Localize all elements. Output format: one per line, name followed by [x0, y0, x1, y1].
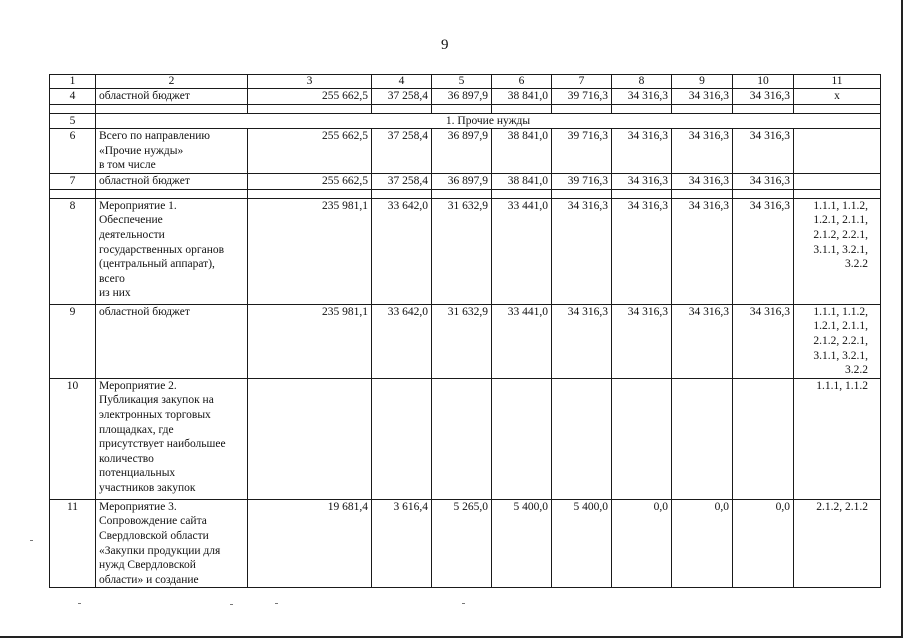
spacer-cell [432, 189, 492, 198]
item-name-line: Мероприятие 1. [99, 199, 177, 212]
item-name-line: Публикация закупок на [99, 394, 214, 407]
year-value: 39 716,3 [552, 89, 612, 105]
year-value: 31 632,9 [432, 198, 492, 304]
target-codes [794, 89, 881, 105]
table-row [50, 499, 881, 588]
row-number: 11 [50, 499, 96, 588]
year-value [612, 378, 672, 499]
column-header: 3 [248, 75, 372, 89]
year-value: 38 841,0 [492, 174, 552, 190]
spacer-cell [248, 189, 372, 198]
total-value [248, 378, 372, 499]
item-name [96, 304, 248, 378]
item-name-line: из них [99, 287, 131, 300]
item-name-line: участников закупок [99, 481, 196, 494]
column-header: 7 [552, 75, 612, 89]
target-codes [794, 174, 881, 190]
target-code-line: 1.1.1, 1.1.2, [813, 199, 868, 212]
item-name-line: в том числе [99, 159, 156, 172]
item-name-line: деятельности [99, 228, 165, 241]
year-value: 34 316,3 [552, 198, 612, 304]
spacer-cell [612, 104, 672, 113]
row-number: 6 [50, 129, 96, 174]
table-row [50, 174, 881, 190]
year-value [372, 378, 432, 499]
spacer-cell [552, 104, 612, 113]
spacer-cell [672, 104, 733, 113]
year-value: 36 897,9 [432, 174, 492, 190]
spacer-cell [794, 189, 881, 198]
spacer-cell [612, 189, 672, 198]
item-name-line: Сопровождение сайта [99, 515, 207, 528]
year-value: 34 316,3 [612, 198, 672, 304]
target-code-line: 3.2.2 [845, 364, 868, 377]
year-value: 33 441,0 [492, 198, 552, 304]
year-value: 34 316,3 [612, 174, 672, 190]
table-row [50, 129, 881, 174]
target-code-line: 1.2.1, 2.1.1, [813, 214, 868, 227]
item-name [96, 174, 248, 190]
target-code-line: 2.1.2, 2.1.2 [816, 500, 868, 513]
year-value: 34 316,3 [733, 304, 794, 378]
year-value: 36 897,9 [432, 89, 492, 105]
spacer-cell [50, 189, 96, 198]
target-code-line: 3.1.1, 3.2.1, [813, 349, 868, 362]
item-name-line: Мероприятие 3. [99, 500, 177, 513]
year-value: 31 632,9 [432, 304, 492, 378]
year-value: 34 316,3 [612, 89, 672, 105]
item-name-line: области» и создание [99, 573, 199, 586]
total-value: 235 981,1 [248, 198, 372, 304]
row-number: 10 [50, 378, 96, 499]
scan-mark [30, 540, 33, 541]
target-code-line: 3.1.1, 3.2.1, [813, 243, 868, 256]
item-name-line: площадках, где [99, 423, 174, 436]
budget-table [49, 74, 881, 588]
year-value [672, 378, 733, 499]
spacer-row [50, 104, 881, 113]
item-name [96, 198, 248, 304]
year-value [432, 378, 492, 499]
spacer-cell [492, 104, 552, 113]
item-name [96, 378, 248, 499]
target-code-line: 3.2.2 [845, 258, 868, 271]
spacer-cell [248, 104, 372, 113]
target-code-line: 1.1.1, 1.1.2 [816, 379, 868, 392]
target-code-line: 1.1.1, 1.1.2, [813, 305, 868, 318]
year-value: 36 897,9 [432, 129, 492, 174]
item-name-line: областной бюджет [99, 175, 190, 188]
scan-mark [462, 603, 465, 604]
item-name-line: Всего по направлению [99, 130, 210, 143]
item-name-line: электронных торговых [99, 408, 211, 421]
spacer-cell [96, 104, 248, 113]
target-codes [794, 198, 881, 304]
item-name-line: всего [99, 272, 125, 285]
year-value: 37 258,4 [372, 89, 432, 105]
column-header: 2 [96, 75, 248, 89]
target-codes [794, 499, 881, 588]
target-code-line: 1.2.1, 2.1.1, [813, 320, 868, 333]
year-value: 34 316,3 [612, 129, 672, 174]
year-value: 34 316,3 [612, 304, 672, 378]
item-name-line: «Прочие нужды» [99, 144, 184, 157]
year-value: 38 841,0 [492, 129, 552, 174]
spacer-cell [733, 104, 794, 113]
spacer-cell [432, 104, 492, 113]
item-name-line: областной бюджет [99, 90, 190, 102]
year-value [733, 378, 794, 499]
year-value: 0,0 [733, 499, 794, 588]
table-row [50, 378, 881, 499]
total-value: 235 981,1 [248, 304, 372, 378]
spacer-cell [794, 104, 881, 113]
year-value: 34 316,3 [552, 304, 612, 378]
year-value: 3 616,4 [372, 499, 432, 588]
year-value: 34 316,3 [672, 174, 733, 190]
item-name-line: Свердловской области [99, 529, 209, 542]
item-name-line: (центральный аппарат), [99, 258, 215, 271]
spacer-cell [96, 189, 248, 198]
row-number: 9 [50, 304, 96, 378]
item-name-line: государственных органов [99, 243, 225, 256]
year-value: 37 258,4 [372, 129, 432, 174]
table-row [50, 89, 881, 105]
year-value: 34 316,3 [672, 89, 733, 105]
table-row [50, 304, 881, 378]
year-value: 34 316,3 [733, 174, 794, 190]
column-header: 10 [733, 75, 794, 89]
item-name [96, 89, 248, 105]
year-value: 33 642,0 [372, 198, 432, 304]
target-codes [794, 378, 881, 499]
year-value: 34 316,3 [672, 304, 733, 378]
item-name-line: присутствует наибольшее [99, 438, 226, 451]
column-header: 5 [432, 75, 492, 89]
year-value: 39 716,3 [552, 174, 612, 190]
spacer-cell [672, 189, 733, 198]
section-title: 1. Прочие нужды [96, 113, 881, 129]
item-name [96, 499, 248, 588]
item-name-line: Мероприятие 2. [99, 379, 177, 392]
year-value: 38 841,0 [492, 89, 552, 105]
target-code-line: 2.1.2, 2.2.1, [813, 228, 868, 241]
column-header: 9 [672, 75, 733, 89]
table-row [50, 113, 881, 129]
item-name-line: «Закупки продукции для [99, 544, 221, 557]
spacer-cell [372, 189, 432, 198]
year-value: 33 441,0 [492, 304, 552, 378]
target-codes [794, 129, 881, 174]
row-number: 7 [50, 174, 96, 190]
row-number: 5 [50, 113, 96, 129]
column-header: 1 [50, 75, 96, 89]
spacer-cell [552, 189, 612, 198]
spacer-row [50, 189, 881, 198]
year-value [552, 378, 612, 499]
spacer-cell [50, 104, 96, 113]
total-value: 255 662,5 [248, 129, 372, 174]
year-value: 0,0 [612, 499, 672, 588]
item-name-line: количество [99, 452, 154, 465]
year-value: 34 316,3 [733, 198, 794, 304]
year-value: 39 716,3 [552, 129, 612, 174]
year-value: 37 258,4 [372, 174, 432, 190]
scan-mark [275, 603, 278, 604]
total-value: 19 681,4 [248, 499, 372, 588]
scan-mark [78, 603, 81, 604]
item-name [96, 129, 248, 174]
column-header: 11 [794, 75, 881, 89]
column-header: 8 [612, 75, 672, 89]
year-value: 34 316,3 [672, 198, 733, 304]
item-name-line: Обеспечение [99, 214, 163, 227]
row-number: 8 [50, 198, 96, 304]
year-value: 5 400,0 [492, 499, 552, 588]
scan-mark [230, 604, 233, 605]
target-code-line: 2.1.2, 2.2.1, [813, 334, 868, 347]
column-header: 6 [492, 75, 552, 89]
item-name-line: нужд Свердловской [99, 559, 196, 572]
year-value: 34 316,3 [672, 129, 733, 174]
year-value: 5 400,0 [552, 499, 612, 588]
year-value: 34 316,3 [733, 129, 794, 174]
spacer-cell [372, 104, 432, 113]
year-value: 5 265,0 [432, 499, 492, 588]
year-value: 0,0 [672, 499, 733, 588]
spacer-cell [492, 189, 552, 198]
year-value [492, 378, 552, 499]
year-value: 33 642,0 [372, 304, 432, 378]
year-value: 34 316,3 [733, 89, 794, 105]
total-value: 255 662,5 [248, 89, 372, 105]
page-number: 9 [441, 37, 449, 53]
target-code-line: х [834, 90, 840, 102]
table-row [50, 198, 881, 304]
spacer-cell [733, 189, 794, 198]
item-name-line: областной бюджет [99, 305, 190, 318]
item-name-line: потенциальных [99, 467, 176, 480]
column-header: 4 [372, 75, 432, 89]
row-number: 4 [50, 89, 96, 105]
target-codes [794, 304, 881, 378]
column-header-row [50, 75, 881, 89]
total-value: 255 662,5 [248, 174, 372, 190]
